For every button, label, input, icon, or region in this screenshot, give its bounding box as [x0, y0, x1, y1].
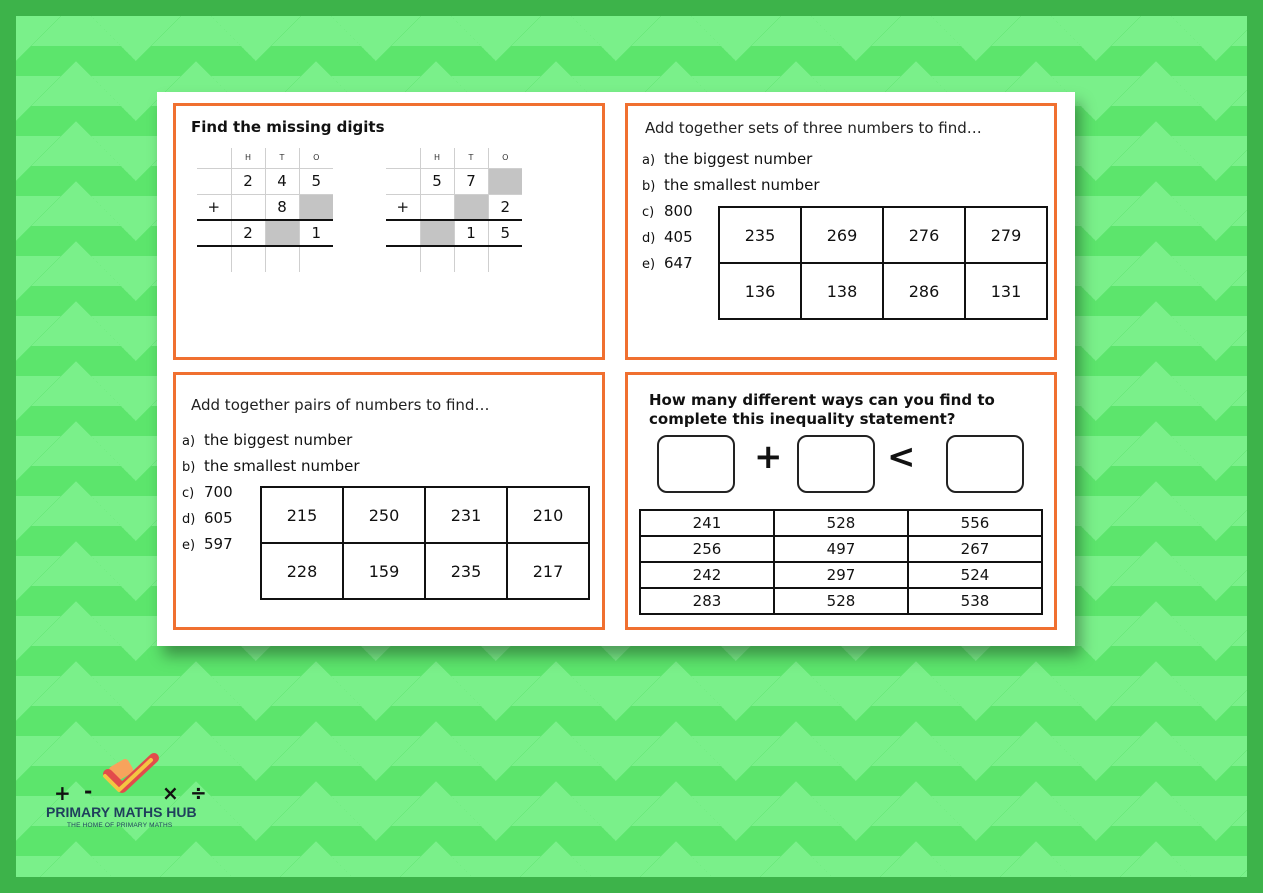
missing-digit-cell[interactable]: [488, 168, 522, 194]
option-item: e) 647: [642, 254, 693, 272]
number-cell: 159: [343, 543, 425, 599]
number-cell: 136: [719, 263, 801, 319]
three-numbers-card: [625, 103, 1057, 360]
digit-cell: 1: [454, 220, 488, 246]
missing-digit-cell[interactable]: [265, 220, 299, 246]
number-cell: 279: [965, 207, 1047, 263]
header-t: T: [265, 148, 299, 168]
number-cell: 556: [908, 510, 1042, 536]
number-cell: 228: [261, 543, 343, 599]
number-cell: 241: [640, 510, 774, 536]
missing-digit-cell[interactable]: [454, 194, 488, 220]
number-cell: 242: [640, 562, 774, 588]
header-h: H: [420, 148, 454, 168]
number-cell: 528: [774, 510, 908, 536]
header-o: O: [299, 148, 333, 168]
plus-sign: +: [386, 194, 420, 220]
number-cell: 210: [507, 487, 589, 543]
plus-symbol: +: [754, 437, 783, 477]
number-cell: 528: [774, 588, 908, 614]
number-cell: 538: [908, 588, 1042, 614]
digit-cell: 2: [231, 220, 265, 246]
worksheet: [157, 92, 1075, 646]
number-cell: 497: [774, 536, 908, 562]
brand-tagline: THE HOME OF PRIMARY MATHS: [67, 822, 173, 829]
option-item: b) the smallest number: [182, 457, 360, 475]
number-cell: 297: [774, 562, 908, 588]
number-cell: 138: [801, 263, 883, 319]
pairs-card: [173, 372, 605, 630]
option-item: b) the smallest number: [642, 176, 820, 194]
digit-cell: 8: [265, 194, 299, 220]
brand-name: PRIMARY MATHS HUB: [46, 804, 197, 820]
checkmark-icon: [105, 758, 154, 790]
times-icon: ×: [162, 781, 179, 805]
card-title: Add together sets of three numbers to find…: [645, 119, 982, 137]
missing-digits-card: [173, 103, 605, 360]
number-cell: 276: [883, 207, 965, 263]
option-item: a) the biggest number: [642, 150, 813, 168]
number-cell: 235: [719, 207, 801, 263]
digit-cell: 4: [265, 168, 299, 194]
answer-box[interactable]: [657, 435, 735, 493]
answer-box[interactable]: [946, 435, 1024, 493]
option-item: c) 800: [642, 202, 693, 220]
number-grid: [718, 206, 1048, 320]
digit-cell: 2: [488, 194, 522, 220]
number-grid: [260, 486, 590, 600]
option-item: e) 597: [182, 535, 233, 553]
number-cell: 267: [908, 536, 1042, 562]
minus-icon: -: [84, 779, 93, 803]
digit-cell: 5: [420, 168, 454, 194]
card-title-line1: How many different ways can you find to: [649, 391, 995, 409]
option-item: c) 700: [182, 483, 233, 501]
hto-grid-b: [386, 148, 522, 272]
number-cell: 286: [883, 263, 965, 319]
card-title: Add together pairs of numbers to find…: [191, 396, 490, 414]
number-cell: 524: [908, 562, 1042, 588]
answer-box[interactable]: [797, 435, 875, 493]
card-title: Find the missing digits: [191, 118, 385, 136]
option-item: a) the biggest number: [182, 431, 353, 449]
digit-cell: 2: [231, 168, 265, 194]
inequality-card: [625, 372, 1057, 630]
number-cell: 269: [801, 207, 883, 263]
number-cell: 283: [640, 588, 774, 614]
digit-cell: 7: [454, 168, 488, 194]
number-cell: 256: [640, 536, 774, 562]
digit-cell: 5: [488, 220, 522, 246]
card-title-line2: complete this inequality statement?: [649, 410, 956, 428]
digit-cell: [231, 194, 265, 220]
number-table: [639, 509, 1043, 615]
less-than-symbol: <: [887, 437, 916, 477]
primary-maths-hub-logo: [44, 752, 224, 832]
header-t: T: [454, 148, 488, 168]
digit-cell: [420, 194, 454, 220]
number-cell: 131: [965, 263, 1047, 319]
divide-icon: ÷: [190, 781, 207, 805]
option-item: d) 605: [182, 509, 233, 527]
plus-icon: +: [54, 781, 71, 805]
missing-digit-cell[interactable]: [299, 194, 333, 220]
number-cell: 217: [507, 543, 589, 599]
hto-grid-a: [197, 148, 333, 272]
number-cell: 235: [425, 543, 507, 599]
plus-sign: +: [197, 194, 231, 220]
digit-cell: 1: [299, 220, 333, 246]
digit-cell: 5: [299, 168, 333, 194]
number-cell: 231: [425, 487, 507, 543]
option-item: d) 405: [642, 228, 693, 246]
number-cell: 250: [343, 487, 425, 543]
number-cell: 215: [261, 487, 343, 543]
header-h: H: [231, 148, 265, 168]
header-o: O: [488, 148, 522, 168]
missing-digit-cell[interactable]: [420, 220, 454, 246]
